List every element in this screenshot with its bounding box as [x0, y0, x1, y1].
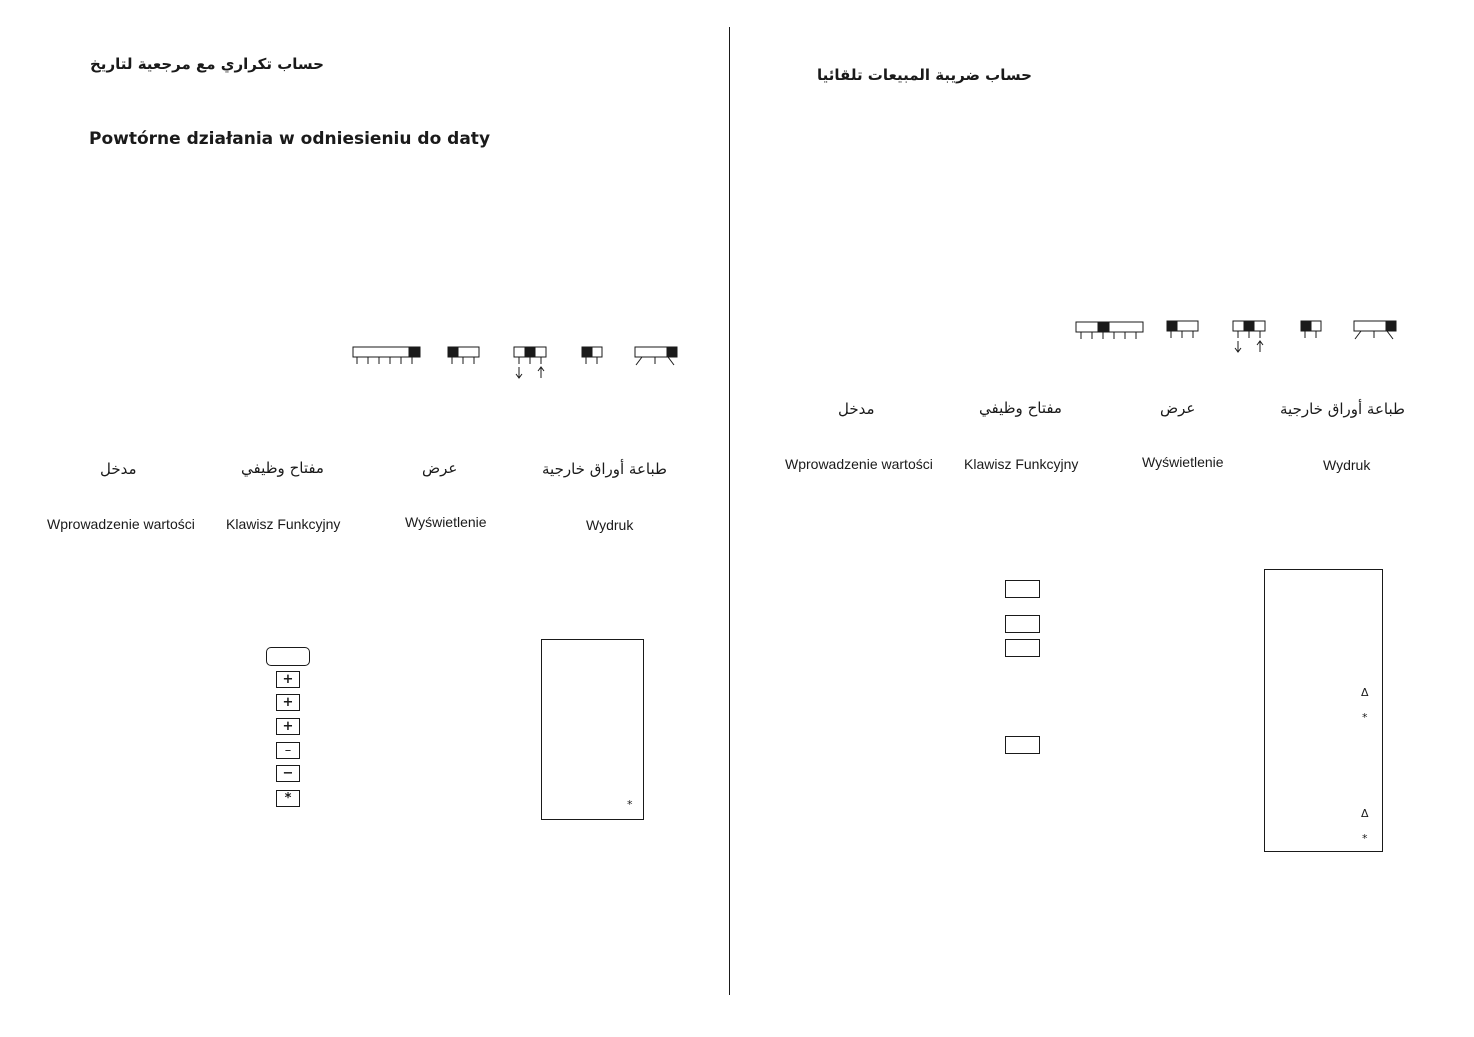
- right-col-print-pl: Wydruk: [1323, 457, 1371, 473]
- left-col-key-ar: مفتاح وظيفي: [241, 459, 324, 477]
- right-blank-key-3: [1005, 639, 1040, 657]
- switch-mode-icon: [1167, 321, 1198, 338]
- right-col-key-pl: Klawisz Funkcyjny: [964, 456, 1079, 472]
- left-title-arabic: حساب تكراري مع مرجعية لتاريخ: [90, 55, 324, 73]
- left-plus-key-3: +: [276, 718, 300, 735]
- switch-print-icon: [1301, 321, 1321, 338]
- right-col-key-ar: مفتاح وظيفي: [979, 399, 1062, 417]
- switch-item-counter-icon: [1354, 321, 1396, 339]
- page-divider: [729, 27, 730, 995]
- switch-decimal-icon: [1076, 322, 1143, 339]
- right-printout-total-mark-1: *: [1362, 711, 1368, 724]
- right-col-entry-pl: Wprowadzenie wartości: [785, 456, 933, 472]
- left-col-display-ar: عرض: [422, 459, 458, 477]
- left-col-print-pl: Wydruk: [586, 517, 634, 533]
- right-printout-delta-mark-2: Δ: [1361, 807, 1369, 820]
- left-blank-wide-key: [266, 647, 310, 666]
- right-blank-key-1: [1005, 580, 1040, 598]
- left-col-entry-pl: Wprowadzenie wartości: [47, 516, 195, 532]
- switch-mode-icon: [448, 347, 479, 364]
- right-col-print-ar: طباعة أوراق خارجية: [1280, 400, 1405, 418]
- right-title-arabic: حساب ضريبة المبيعات تلقائيا: [817, 66, 1032, 84]
- left-col-print-ar: طباعة أوراق خارجية: [542, 460, 667, 478]
- switch-round-icon: [514, 347, 546, 378]
- left-minus-key-2: −: [276, 765, 300, 782]
- left-plus-key-1: +: [276, 671, 300, 688]
- right-printout-delta-mark-1: Δ: [1361, 686, 1369, 699]
- left-col-display-pl: Wyświetlenie: [405, 514, 487, 530]
- right-col-display-pl: Wyświetlenie: [1142, 454, 1224, 470]
- left-col-key-pl: Klawisz Funkcyjny: [226, 516, 341, 532]
- switch-print-icon: [582, 347, 602, 364]
- right-blank-key-4: [1005, 736, 1040, 754]
- switch-decimal-icon: [353, 347, 420, 364]
- switch-round-icon: [1233, 321, 1265, 352]
- right-blank-key-2: [1005, 615, 1040, 633]
- left-plus-key-2: +: [276, 694, 300, 711]
- left-total-key: *: [276, 790, 300, 807]
- left-title-polish: Powtórne działania w odniesieniu do daty: [89, 129, 491, 149]
- right-switch-icons: [0, 0, 1, 1]
- right-printout-total-mark-2: *: [1362, 832, 1368, 845]
- switch-item-counter-icon: [635, 347, 677, 365]
- right-col-display-ar: عرض: [1160, 399, 1196, 417]
- left-printout-paper: [541, 639, 644, 820]
- right-col-entry-ar: مدخل: [838, 400, 875, 418]
- left-minus-key-1: –: [276, 742, 300, 759]
- left-printout-total-mark: *: [627, 798, 633, 811]
- left-col-entry-ar: مدخل: [100, 460, 137, 478]
